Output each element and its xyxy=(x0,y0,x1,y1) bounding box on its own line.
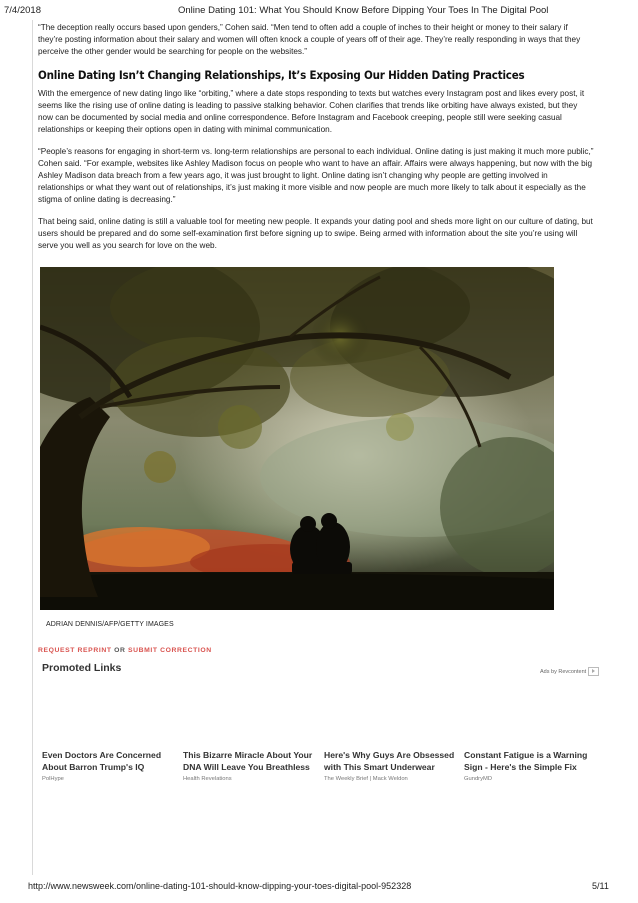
quote-paragraph: “The deception really occurs based upon genders,” Cohen said. “Men tend to often add a couple of inches to their height or money to their salary if they’re posting information about their salary and women will often knock a couple of years off of their age. They’re really responding in ways that they perceive the other gender would be searching for people on the websites.” xyxy=(38,23,581,56)
promo-headline[interactable]: Here's Why Guys Are Obsessed with This Smart Underwear xyxy=(324,750,455,772)
article-body xyxy=(38,22,594,262)
left-margin-rule xyxy=(32,20,33,875)
couple-under-tree-image xyxy=(40,267,554,610)
article-paragraph: With the emergence of new dating lingo like “orbiting,” where a date stops responding to texts but watches every Instagram post and likes every post, it seems like the rising use of online dating is leading to passive stalking behavior. Cohen clarifies that trends like orbiting have always existed, but they now can be documented by social media and online correspondence. Before Instagram and Facebook creeping, people still were seeking casual relationships or keeping their options open in dating with minimal communication. xyxy=(38,89,585,134)
promo-source: GundryMD xyxy=(464,776,493,782)
ads-by-revcontent[interactable] xyxy=(540,667,599,676)
promo-source: The Weekly Brief | Mack Weldon xyxy=(324,776,408,782)
request-reprint-link[interactable]: REQUEST REPRINT xyxy=(38,647,112,654)
or-separator: OR xyxy=(114,647,126,654)
print-page-title: Online Dating 101: What You Should Know Before Dipping Your Toes In The Digital Pool xyxy=(178,5,549,16)
submit-correction-link[interactable]: SUBMIT CORRECTION xyxy=(127,647,212,654)
ads-label-text: Ads by Revcontent xyxy=(540,668,587,675)
article-subheading: Online Dating Isn’t Changing Relationships, It’s Exposing Our Hidden Dating Practices xyxy=(38,68,525,82)
promo-card[interactable] xyxy=(42,750,174,782)
print-footer-url: http://www.newsweek.com/online-dating-101-should-know-dipping-your-toes-digital-pool-952328 xyxy=(28,881,412,891)
photo-credit: ADRIAN DENNIS/AFP/GETTY IMAGES xyxy=(46,621,174,628)
ad-choices-icon xyxy=(588,667,599,676)
promo-headline[interactable]: This Bizarre Miracle About Your DNA Will Leave You Breathless xyxy=(183,750,313,772)
promoted-links-title: Promoted Links xyxy=(42,662,122,674)
promo-source: PolHype xyxy=(42,776,64,782)
article-paragraph: That being said, online dating is still a valuable tool for meeting new people. It expands your dating pool and sheds more light on our culture of dating, but users should be prepared and do some self-examination first before signing up to swipe. Being armed with information about the site you’re using will serve you well as you search for love on the web. xyxy=(38,217,593,250)
promo-headline[interactable]: Constant Fatigue is a Warning Sign - Here's the Simple Fix xyxy=(464,750,588,772)
article-paragraph: “People’s reasons for engaging in short-term vs. long-term relationships are personal to each individual. Online dating is just making it much more public,” Cohen said. “For example, websites like Ashley Madison focus on people who want to have an affair. Affairs were always happening, but now with the big Ashley Madison data breach from a few years ago, it was just brought to light. Online dating isn’t changing why people are getting involved in relationships or what they want out of relationships, it’s just making it more visible and now people are much more likely to talk about it especially as the stigma of online dating is decreasing.” xyxy=(38,147,594,204)
promo-source: Health Revelations xyxy=(183,776,232,782)
print-page-number: 5/11 xyxy=(592,881,609,891)
promo-card[interactable] xyxy=(183,750,315,782)
print-date: 7/4/2018 xyxy=(4,5,41,16)
promo-card[interactable] xyxy=(324,750,456,782)
promo-headline[interactable]: Even Doctors Are Concerned About Barron Trump's IQ xyxy=(42,750,162,772)
article-photo xyxy=(40,267,554,610)
promo-card[interactable] xyxy=(464,750,596,782)
reprint-correction-links xyxy=(38,647,212,654)
